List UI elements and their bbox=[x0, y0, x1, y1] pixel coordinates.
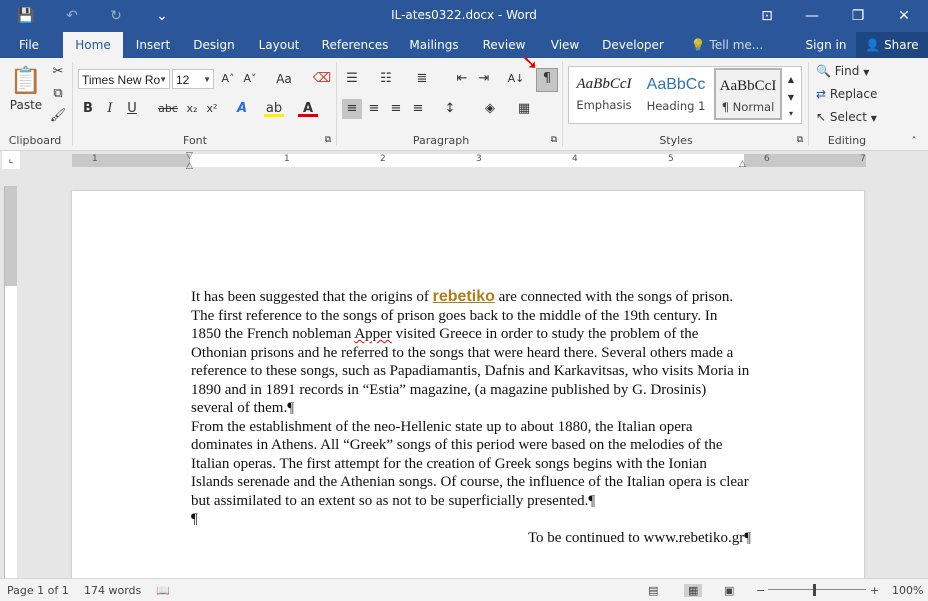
shrink-font-icon[interactable]: A˅ bbox=[243, 72, 257, 85]
style-name: Emphasis bbox=[576, 98, 632, 112]
font-group-label: Font bbox=[183, 134, 207, 147]
ruler-number: 5 bbox=[668, 154, 674, 164]
replace-icon: ⇄ bbox=[816, 87, 827, 101]
style-heading-1[interactable] bbox=[642, 68, 710, 120]
style-preview: AaBbCc bbox=[646, 76, 706, 93]
hanging-indent-marker[interactable]: △ bbox=[186, 161, 193, 171]
show-hide-paragraph-button[interactable]: ¶ bbox=[536, 68, 558, 92]
ruler-number: 2 bbox=[380, 154, 386, 164]
borders-icon[interactable]: ▦ bbox=[517, 101, 531, 116]
paragraph-dialog-launcher-icon[interactable]: ⧉ bbox=[550, 135, 558, 145]
paragraph-group-label: Paragraph bbox=[412, 134, 470, 147]
web-layout-icon[interactable]: ▣ bbox=[724, 584, 735, 597]
ribbon bbox=[0, 50, 928, 151]
vertical-ruler-margin bbox=[5, 186, 17, 286]
shading-icon[interactable]: ◈ bbox=[485, 101, 495, 116]
ruler-number: 6 bbox=[764, 154, 770, 164]
group-separator bbox=[562, 62, 563, 146]
superscript-button[interactable]: x² bbox=[206, 102, 218, 115]
format-painter-icon[interactable]: 🖌 bbox=[49, 108, 67, 123]
tab-references[interactable]: References bbox=[321, 38, 389, 52]
customize-quick-access-icon[interactable]: ⌄ bbox=[156, 8, 168, 24]
zoom-out-button[interactable]: − bbox=[756, 584, 766, 597]
underline-button[interactable]: U bbox=[127, 101, 137, 116]
bullets-icon[interactable]: ☰ bbox=[346, 71, 358, 86]
chevron-down-icon[interactable]: ▼ bbox=[203, 75, 211, 84]
zoom-slider-track[interactable] bbox=[768, 589, 866, 590]
ruler-number: 3 bbox=[476, 154, 482, 164]
font-name-combo[interactable] bbox=[78, 69, 170, 89]
save-icon[interactable]: 💾 bbox=[17, 8, 35, 24]
select-button[interactable] bbox=[816, 110, 877, 124]
ribbon-display-options-icon[interactable]: ⊡ bbox=[761, 8, 773, 24]
word-count[interactable]: 174 words bbox=[84, 584, 142, 597]
close-button[interactable]: ✕ bbox=[898, 8, 910, 24]
tab-home[interactable]: Home bbox=[63, 32, 123, 58]
document-body[interactable] bbox=[191, 288, 751, 547]
decrease-indent-icon[interactable]: ⇤ bbox=[456, 71, 468, 86]
first-line-indent-marker[interactable]: ▽ bbox=[186, 151, 193, 161]
chevron-up-icon[interactable]: ▲ bbox=[787, 75, 795, 84]
tab-insert[interactable]: Insert bbox=[135, 38, 171, 52]
zoom-slider-thumb[interactable] bbox=[813, 584, 816, 596]
replace-label: Replace bbox=[829, 87, 878, 101]
tab-file[interactable]: File bbox=[18, 38, 40, 52]
bold-button[interactable]: B bbox=[83, 101, 93, 116]
print-layout-icon[interactable]: ▦ bbox=[684, 584, 702, 597]
cut-icon[interactable]: ✂ bbox=[52, 64, 64, 79]
style-normal[interactable] bbox=[714, 68, 782, 120]
font-name-value: Times New Ro bbox=[82, 73, 161, 87]
text-effects-icon[interactable]: A bbox=[236, 101, 248, 116]
subscript-button[interactable]: x₂ bbox=[186, 102, 198, 115]
clipboard-icon: 📋 bbox=[9, 66, 43, 96]
multilevel-list-icon[interactable]: ≣ bbox=[416, 71, 428, 86]
style-preview: AaBbCcI bbox=[576, 76, 632, 92]
person-icon: 👤 bbox=[865, 38, 881, 52]
chevron-down-icon[interactable]: ▼ bbox=[159, 75, 167, 84]
select-cursor-icon: ↖ bbox=[816, 110, 827, 124]
tab-developer[interactable]: Developer bbox=[602, 38, 664, 52]
style-name: ¶ Normal bbox=[721, 100, 775, 114]
styles-group-label: Styles bbox=[659, 134, 693, 147]
paste-label: Paste bbox=[9, 98, 43, 112]
collapse-ribbon-icon[interactable]: ˄ bbox=[911, 136, 917, 147]
ruler-number: 4 bbox=[572, 154, 578, 164]
arrow-pointer-icon: ➘ bbox=[521, 50, 539, 74]
tab-layout[interactable]: Layout bbox=[258, 38, 300, 52]
ruler-number: 1 bbox=[92, 154, 98, 164]
horizontal-ruler[interactable] bbox=[0, 151, 928, 171]
change-case-button[interactable]: Aa bbox=[276, 72, 292, 86]
highlight-color-icon[interactable]: ab bbox=[265, 101, 283, 116]
style-preview: AaBbCcI bbox=[719, 78, 777, 94]
spellcheck-word: Apper bbox=[354, 326, 392, 342]
zoom-level[interactable]: 100% bbox=[892, 584, 924, 597]
minimize-button[interactable]: — bbox=[805, 8, 819, 24]
read-mode-icon[interactable]: ▤ bbox=[648, 584, 659, 597]
line-spacing-icon[interactable]: ↕ bbox=[444, 101, 456, 116]
find-label: Find bbox=[834, 64, 860, 78]
increase-indent-icon[interactable]: ⇥ bbox=[478, 71, 490, 86]
replace-button[interactable] bbox=[816, 87, 877, 101]
restore-button[interactable]: ❐ bbox=[851, 8, 865, 24]
vertical-ruler[interactable] bbox=[4, 186, 17, 578]
group-separator bbox=[72, 62, 73, 146]
chevron-down-icon: ▼ bbox=[863, 68, 870, 77]
font-size-combo[interactable] bbox=[172, 69, 214, 89]
lightbulb-icon: 💡 bbox=[690, 38, 706, 52]
undo-icon[interactable]: ↶ bbox=[66, 8, 78, 24]
paragraph-2[interactable]: From the establishment of the neo-Hellenic state up to about 1880, the Italian opera dominates in Athens. All “Greek” songs of this period were based on the melodies of the Italian operas. The first attempt for the creation of Greek songs begins with the Ionian Islands serenade and the Athenian songs. Of course, the influence of the Italian opera is clear but assimilated to an extent so as not to be superficially presented.¶ bbox=[191, 418, 749, 509]
paragraph-4[interactable]: To be continued to www.rebetiko.gr¶ bbox=[527, 529, 751, 546]
editing-group-label: Editing bbox=[827, 134, 867, 147]
align-center-icon[interactable]: ≡ bbox=[368, 101, 380, 116]
align-left-icon[interactable]: ≡ bbox=[342, 99, 362, 119]
find-button[interactable] bbox=[816, 64, 869, 78]
text-run: It has been suggested that the origins of bbox=[191, 289, 433, 305]
align-right-icon[interactable]: ≡ bbox=[390, 101, 402, 116]
text-run: visited Greece in order to study the problem of the Othonian prisons and he referred to the songs that were heard there. Several others made a reference to these songs, such as Papadiamantis, Dafnis and Karkavitsas, who visits Moria in 1890 and in 1891 records in “Estia” magazine, (a magazine published by G. Drosinis) several of them.¶ bbox=[191, 326, 750, 416]
tab-selector-icon[interactable]: ⌞ bbox=[2, 151, 20, 169]
page-count[interactable]: Page 1 of 1 bbox=[7, 584, 69, 597]
document-page[interactable] bbox=[72, 191, 864, 591]
font-size-value: 12 bbox=[176, 73, 190, 87]
ruler-right-margin bbox=[744, 154, 866, 167]
paragraph-1[interactable] bbox=[191, 288, 751, 418]
status-bar bbox=[0, 578, 928, 601]
tell-me-text: Tell me... bbox=[709, 38, 764, 52]
italic-button[interactable]: I bbox=[107, 101, 113, 116]
tab-review[interactable]: Review bbox=[482, 38, 526, 52]
clipboard-group-label: Clipboard bbox=[8, 134, 62, 147]
proofing-icon[interactable]: 📖 bbox=[156, 584, 170, 597]
ruler-number: 7 bbox=[860, 154, 866, 164]
redo-icon[interactable]: ↻ bbox=[110, 8, 122, 24]
group-separator bbox=[336, 62, 337, 146]
font-color-icon[interactable]: A bbox=[298, 99, 318, 117]
title-bar bbox=[0, 0, 928, 32]
ruler-number: 1 bbox=[284, 154, 290, 164]
group-separator bbox=[808, 62, 809, 146]
copy-icon[interactable]: ⧉ bbox=[53, 86, 63, 101]
strikethrough-button[interactable]: abc bbox=[158, 102, 178, 115]
numbering-icon[interactable]: ☷ bbox=[380, 71, 392, 86]
tell-me-box[interactable] bbox=[684, 32, 770, 58]
tab-view[interactable]: View bbox=[550, 38, 580, 52]
font-dialog-launcher-icon[interactable]: ⧉ bbox=[324, 135, 332, 145]
tab-mailings[interactable]: Mailings bbox=[409, 38, 459, 52]
grow-font-icon[interactable]: A˄ bbox=[221, 72, 235, 85]
paste-button[interactable] bbox=[8, 64, 44, 124]
sort-icon[interactable]: A↓ bbox=[507, 72, 525, 85]
text-run: are connected with the songs of prison. The first reference to the songs of prison goes back to the middle of the 19th century. In 1850 the French nobleman bbox=[191, 289, 734, 342]
tab-design[interactable]: Design bbox=[193, 38, 235, 52]
paragraph-3[interactable]: ¶ bbox=[191, 511, 198, 527]
more-styles-icon[interactable]: ▾ bbox=[788, 109, 793, 118]
share-button[interactable] bbox=[856, 32, 928, 58]
search-icon: 🔍 bbox=[816, 64, 831, 78]
window-title: IL-ates0322.docx - Word bbox=[391, 8, 537, 22]
chevron-down-icon: ▼ bbox=[870, 114, 877, 123]
style-name: Heading 1 bbox=[646, 99, 706, 113]
select-label: Select bbox=[829, 110, 867, 124]
share-label: Share bbox=[884, 38, 919, 52]
clear-formatting-icon[interactable]: ⌫ bbox=[312, 71, 332, 86]
styles-dialog-launcher-icon[interactable]: ⧉ bbox=[796, 135, 804, 145]
justify-icon[interactable]: ≡ bbox=[412, 101, 424, 116]
chevron-down-icon[interactable]: ▼ bbox=[787, 93, 795, 102]
right-indent-marker[interactable]: △ bbox=[739, 159, 746, 169]
rebetiko-link[interactable]: rebetiko bbox=[432, 288, 495, 305]
style-emphasis[interactable] bbox=[570, 68, 638, 120]
ribbon-tabs bbox=[0, 32, 928, 58]
zoom-in-button[interactable]: + bbox=[870, 584, 880, 597]
ruler-left-margin bbox=[72, 154, 190, 167]
sign-in-link[interactable]: Sign in bbox=[805, 38, 847, 52]
